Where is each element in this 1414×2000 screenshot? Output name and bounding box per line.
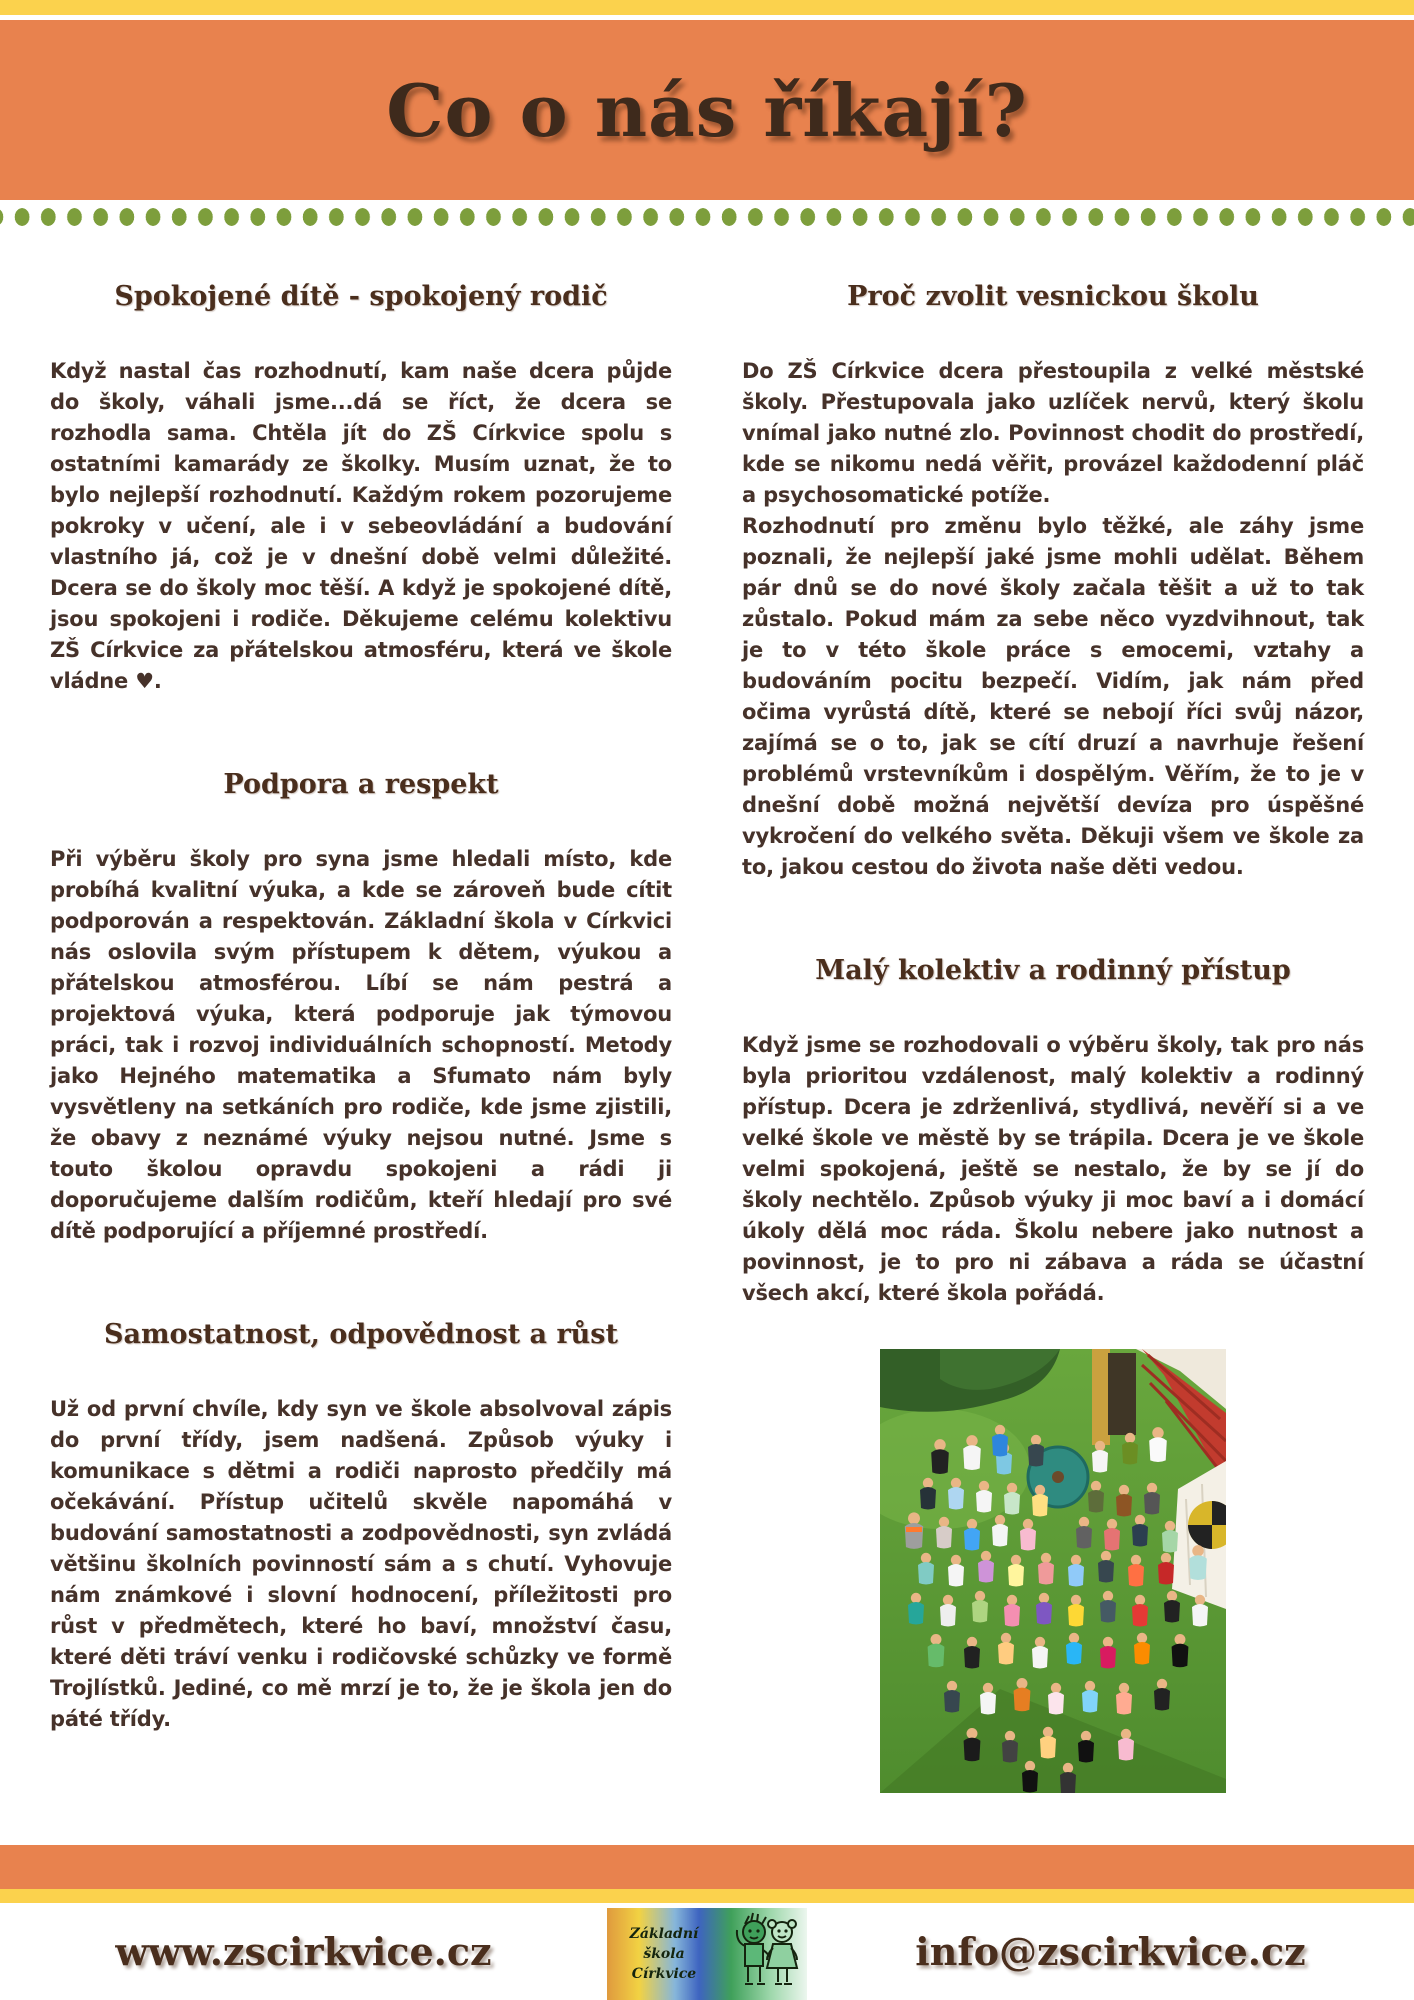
column-right (742, 255, 1364, 1793)
footer-email-text: info@zscirkvice.cz (915, 1929, 1306, 1974)
section-heading: Podpora a respekt (223, 769, 499, 800)
logo-line-1: Základní (629, 1926, 699, 1942)
testimonial-paragraph: Když jsme se rozhodovali o výběru školy, tak pro nás byla prioritou vzdálenost, malý kolektiv a rodinný přístup. Dcera je zdrženlivá, stydlivá, nevěří si a ve velké škole ve městě by se trápila. Dcera je ve škole velmi spokojená, ještě se nestalo, že by se jí do školy nechtělo. Způsob výuky ji moc baví a i domácí úkoly dělá moc ráda. Školu nebere jako nutnost a povinnost, je to pro ni zábava a ráda se účastní všech akcí, které škola pořádá. (742, 1033, 1364, 1305)
testimonial-paragraph: Při výběru školy pro syna jsme hledali místo, kde probíhá kvalitní výuka, a kde se zároveň bude cítit podporován a respektován. Základní škola v Církvici nás oslovila svým přístupem k dětem, výukou a přátelskou atmosférou. Líbí se nám pestrá a projektová výuka, která podporuje jak týmovou práci, tak i rozvoj individuálních schopností. Metody jako Hejného matematika a Sfumato nám byly vysvětleny na setkáních pro rodiče, kde jsme zjistili, že obavy z neznámé výuky nejsou nutné. Jsme s touto školou opravdu spokojeni a rádi ji doporučujeme dalším rodičům, kteří hledají pro své dítě podporující a příjemné prostředí. (50, 847, 672, 1243)
page-title: Co o nás říkají? (386, 67, 1028, 153)
testimonial-paragraph: Už od první chvíle, kdy syn ve škole absolvoval zápis do první třídy, jsem nadšená. Způsob výuky i komunikace s dětmi a rodiči naprosto předčily má očekávání. Přístup učitelů skvěle napomáhá v budování samostatnosti a zodpovědnosti, syn zvládá většinu školních povinností sám a s chutí. Vyhovuje nám známkové i slovní hodnocení, příležitosti pro růst v předmětech, které ho baví, množství času, které děti tráví venku i rodičovské schůzky ve formě Trojlístků. Jediné, co mě mrzí je to, že je škola jen do páté třídy. (50, 1397, 672, 1731)
section-heading: Spokojené dítě - spokojený rodič (114, 281, 608, 312)
section-heading: Malý kolektiv a rodinný přístup (815, 955, 1291, 986)
top-yellow-band (0, 0, 1414, 15)
logo-line-2: škola (643, 1946, 685, 1962)
dots-divider (0, 205, 1414, 229)
testimonial-paragraph: Když nastal čas rozhodnutí, kam naše dcera půjde do školy, váhali jsme...dá se říct, že dcera se rozhodla sama. Chtěla jít do ZŠ Církvice spolu s ostatními kamarády ze školky. Musím uznat, že to bylo nejlepší rozhodnutí. Každým rokem pozorujeme pokroky v učení, ale i v sebeovládání a budování vlastního já, což je v dnešní době velmi důležité. Dcera se do školy moc těší. A když je spokojené dítě, jsou spokojeni i rodiče. Děkujeme celému kolektivu ZŠ Církvice za přátelskou atmosféru, která ve škole vládne ♥. (50, 359, 672, 693)
section-heading: Proč zvolit vesnickou školu (847, 281, 1259, 312)
header-band (0, 20, 1414, 200)
column-left (50, 255, 672, 1793)
footer-orange-band (0, 1845, 1414, 1889)
school-logo-text (607, 1924, 715, 1984)
photo-building-post (1092, 1349, 1110, 1445)
footer (0, 1903, 1414, 2000)
content-columns (0, 229, 1414, 1793)
group-photo (880, 1349, 1226, 1793)
footer-website-text: www.zscirkvice.cz (115, 1929, 492, 1974)
school-logo (607, 1908, 807, 2000)
section-heading: Samostatnost, odpovědnost a růst (104, 1319, 618, 1350)
testimonial-paragraph: Rozhodnutí pro změnu bylo těžké, ale záhy jsme poznali, že nejlepší jaké jsme mohli udělat. Během pár dnů se do nové školy začala těšit a už to tak zůstalo. Pokud mám za sebe něco vyzdvihnout, tak je to v této škole práce s emocemi, vztahy a budováním pocitu bezpečí. Vidím, jak nám před očima vyrůstá dítě, které se nebojí říci svůj názor, zajímá se o to, jak se cítí druzí a navrhuje řešení problémů vrstevníkům i dospělým. Věřím, že to je v dnešní době možná největší devíza pro úspěšné vykročení do velkého světa. Děkuji všem ve škole za to, jakou cestou do života naše děti vedou. (742, 514, 1364, 879)
footer-yellow-band (0, 1889, 1414, 1903)
children-drawing-icon (715, 1910, 807, 1998)
logo-line-3: Církvice (631, 1966, 697, 1982)
testimonial-paragraph: Do ZŠ Církvice dcera přestoupila z velké městské školy. Přestupovala jako uzlíček nervů, který školu vnímal jako nutné zlo. Povinnost chodit do prostředí, kde se nikomu nedá věřit, provázel každodenní pláč a psychosomatické potíže. (742, 359, 1364, 507)
